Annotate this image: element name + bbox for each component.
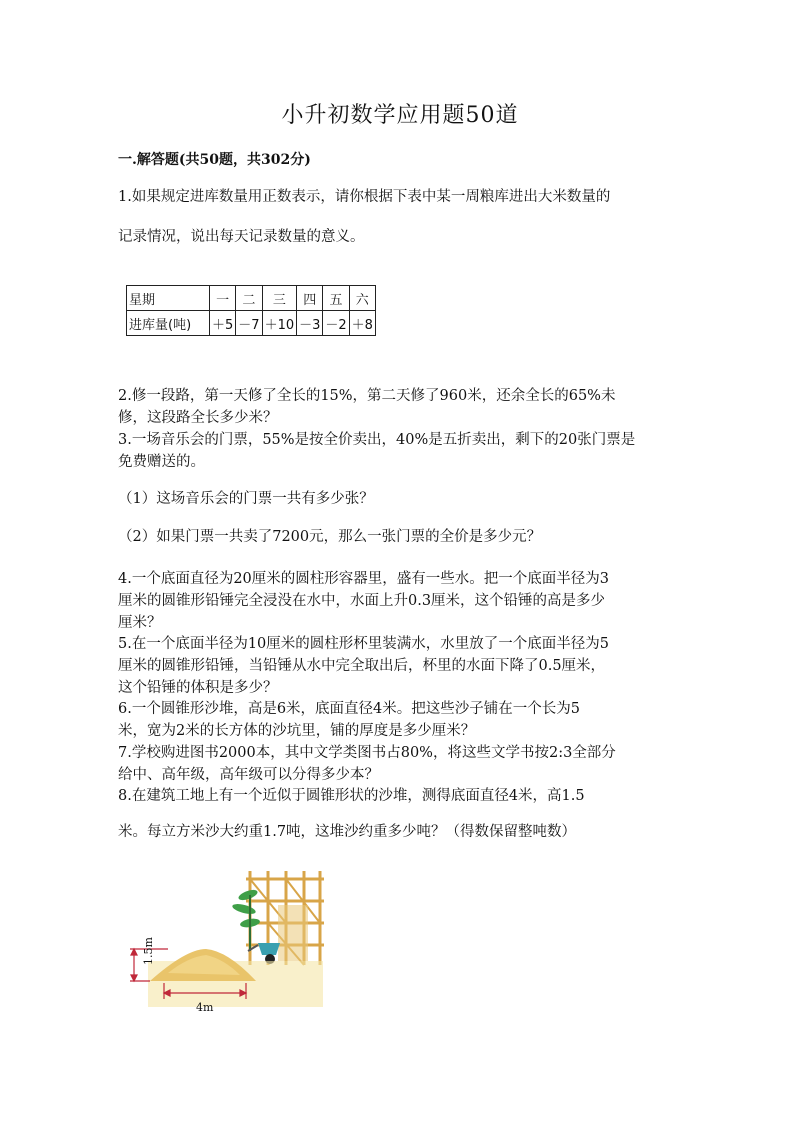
question-6-line-2: 米，宽为2米的长方体的沙坑里，铺的厚度是多少厘米？ [118, 723, 476, 739]
table-cell: 一 [210, 286, 236, 311]
width-label: 4m [196, 1001, 214, 1014]
question-3-line-1: 3.一场音乐会的门票，55%是按全价卖出，40%是五折卖出，剩下的20张门票是 [118, 432, 636, 448]
building-wall-illustration [278, 905, 308, 961]
question-3-line-2: 免费赠送的。 [118, 454, 205, 470]
question-1-line-1: 1.如果规定进库数量用正数表示，请你根据下表中某一周粮库进出大米数量的 [118, 189, 611, 205]
question-6-line-1: 6.一个圆锥形沙堆，高是6米，底面直径4米。把这些沙子铺在一个长为5 [118, 701, 581, 717]
question-3-sub-1: （1）这场音乐会的门票一共有多少张？ [118, 491, 374, 507]
table-cell: 三 [262, 286, 297, 311]
table-row-label: 进库量(吨) [127, 311, 210, 336]
table-cell: －3 [297, 311, 323, 336]
question-4-line-3: 厘米？ [118, 615, 162, 631]
section-heading: 一.解答题(共50题，共302分) [118, 152, 311, 168]
page-title: 小升初数学应用题50道 [281, 103, 519, 128]
question-2-line-2: 修，这段路全长多少米？ [118, 410, 278, 426]
table-header-label: 星期 [127, 286, 210, 311]
question-8-line-1: 8.在建筑工地上有一个近似于圆锥形状的沙堆，测得底面直径4米，高1.5 [118, 788, 585, 804]
table-cell: ＋8 [349, 311, 375, 336]
table-cell: ＋5 [210, 311, 236, 336]
height-label: 1.5m [142, 937, 155, 965]
table-cell: －7 [236, 311, 262, 336]
question-5-line-1: 5.在一个底面半径为10厘米的圆柱形杯里装满水，水里放了一个底面半径为5 [118, 636, 610, 652]
question-2-line-1: 2.修一段路，第一天修了全长的15%，第二天修了960米，还余全长的65%未 [118, 388, 616, 404]
question-4-line-1: 4.一个底面直径为20厘米的圆柱形容器里，盛有一些水。把一个底面半径为3 [118, 571, 610, 587]
question-1-line-2: 记录情况，说出每天记录数量的意义。 [118, 229, 365, 245]
table-cell: －2 [323, 311, 349, 336]
question-4-line-2: 厘米的圆锥形铅锤完全浸没在水中，水面上升0.3厘米，这个铅锤的高是多少 [118, 593, 606, 609]
storage-table [126, 285, 376, 336]
table-row [127, 286, 376, 311]
table-cell: 二 [236, 286, 262, 311]
table-cell: ＋10 [262, 311, 297, 336]
sand-pile-illustration [128, 865, 328, 1025]
question-5-line-3: 这个铅锤的体积是多少？ [118, 680, 278, 696]
table-cell: 四 [297, 286, 323, 311]
table-row [127, 311, 376, 336]
question-5-line-2: 厘米的圆锥形铅锤，当铅锤从水中完全取出后，杯里的水面下降了0.5厘米， [118, 658, 606, 674]
question-8-line-2: 米。每立方米沙大约重1.7吨，这堆沙约重多少吨？（得数保留整吨数） [118, 824, 577, 840]
question-7-line-1: 7.学校购进图书2000本，其中文学类图书占80%，将这些文学书按2:3全部分 [118, 745, 616, 761]
table-cell: 五 [323, 286, 349, 311]
plant-illustration [231, 888, 260, 951]
table-cell: 六 [349, 286, 375, 311]
question-3-sub-2: （2）如果门票一共卖了7200元，那么一张门票的全价是多少元？ [118, 529, 542, 545]
question-7-line-2: 给中、高年级，高年级可以分得多少本？ [118, 767, 379, 783]
